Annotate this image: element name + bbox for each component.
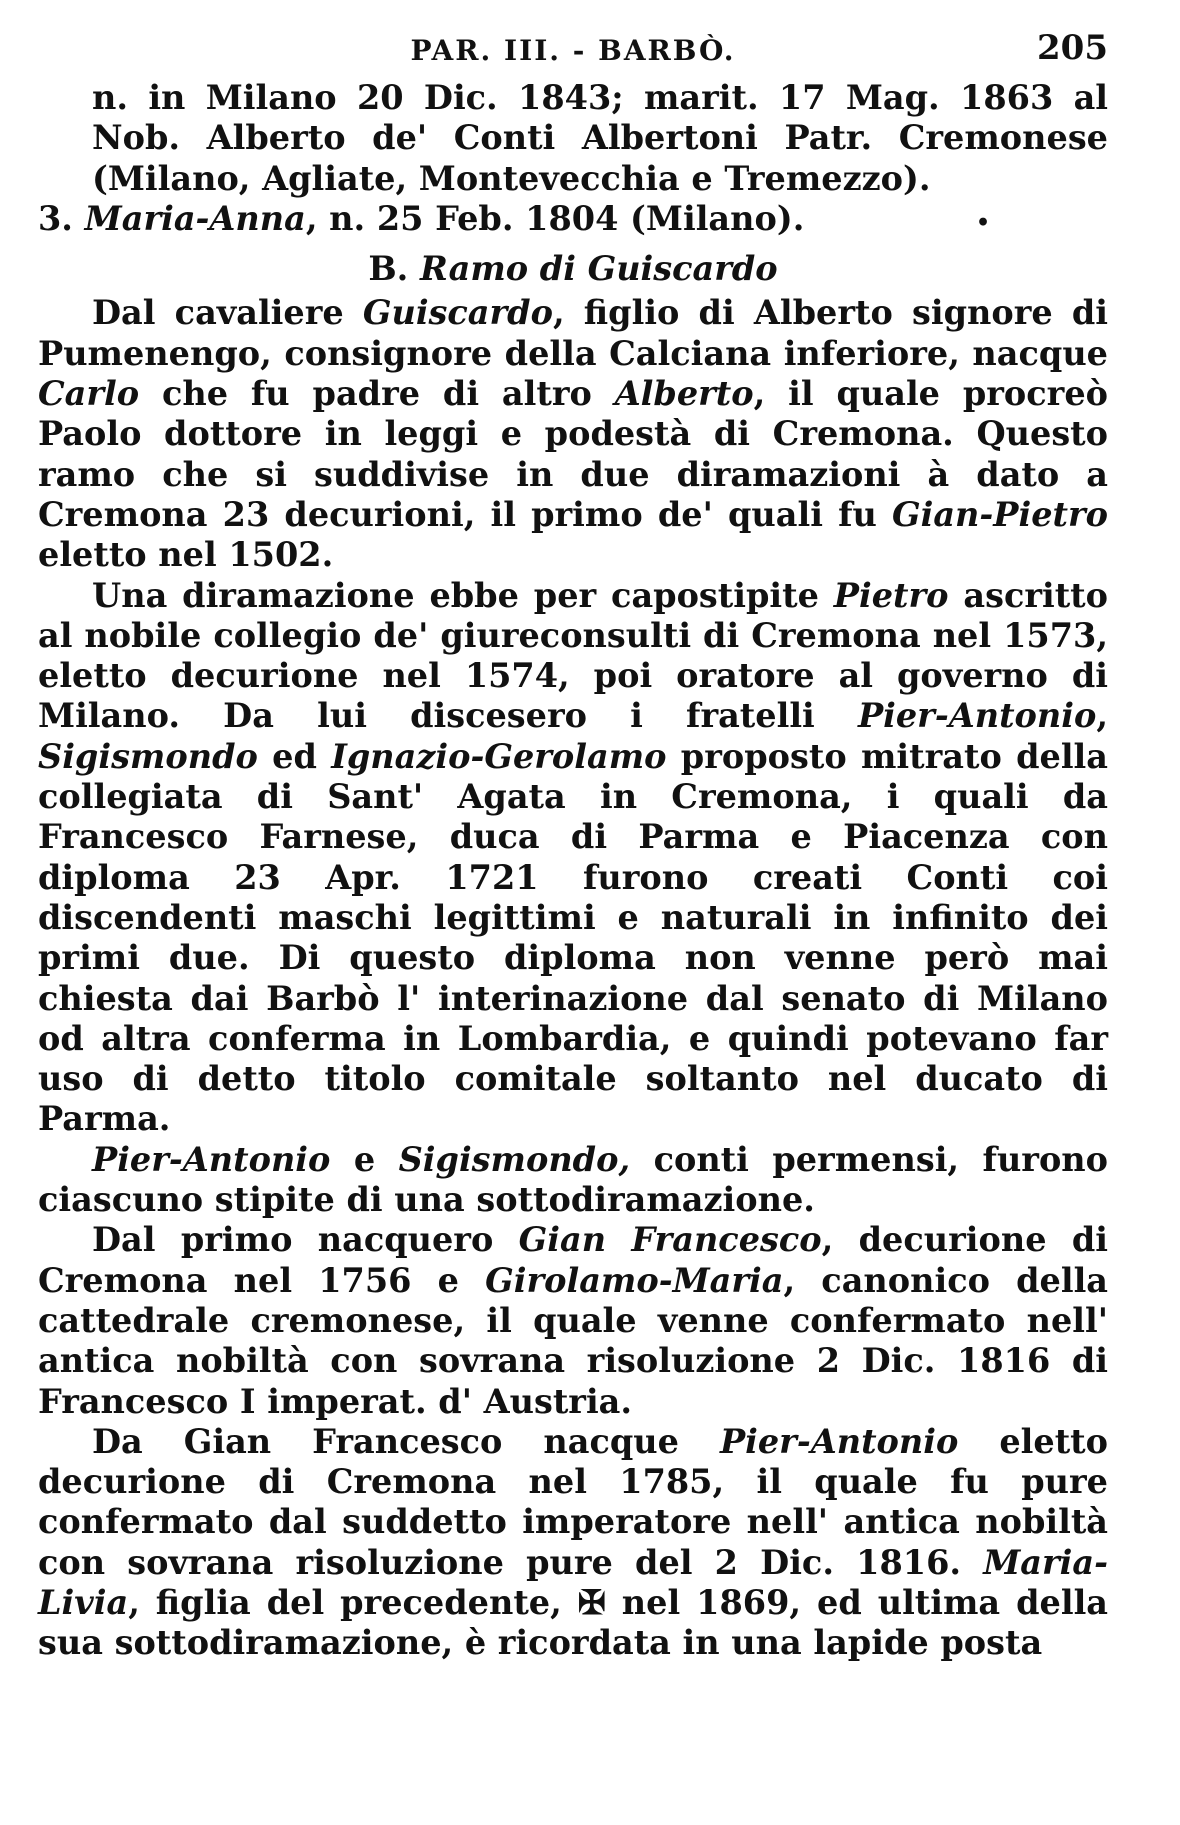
text-run: ,: [1096, 696, 1108, 736]
paragraph-3: [38, 1140, 1108, 1221]
text-run: eletto decurione di Cremona nel 1785, il quale fu pure confermato dal suddetto imperatore nell' antica nobiltà con sovrana risoluzione pure del 2 Dic. 1816.: [38, 1421, 1108, 1582]
running-header: [38, 26, 1108, 78]
person-name: Maria-Anna: [84, 198, 306, 238]
section-heading: [38, 249, 1108, 289]
person-name: Pier-Antonio: [719, 1421, 959, 1461]
paragraph-4: [38, 1220, 1108, 1421]
person-name: Pier-Antonio: [92, 1139, 331, 1179]
paragraph-2: [38, 576, 1108, 1140]
text-run: ed: [257, 736, 332, 776]
person-name: Girolamo-Maria: [485, 1260, 784, 1300]
section-title: Ramo di Guiscardo: [420, 249, 778, 289]
page-number: 205: [1037, 28, 1108, 68]
text-run: eletto nel 1502.: [38, 535, 334, 575]
paragraph-5: [38, 1422, 1108, 1664]
death-cross-icon: ✠: [577, 1582, 606, 1622]
item-detail: , n. 25 Feb. 1804 (Milano).: [305, 198, 805, 238]
continued-entry: n. in Milano 20 Dic. 1843; marit. 17 Mag. 1863 al Nob. Alberto de' Conti Albertoni Patr. Cremonese (Milano, Agliate, Montevecchia e Tremezzo).: [92, 78, 1108, 198]
person-name: Maria-Livia: [38, 1542, 1108, 1622]
item-number: 3.: [38, 198, 73, 238]
text-run: , decurione di Cremona nel 1756 e: [38, 1220, 1108, 1300]
text-run: conti permensi, furono ciascuno stipite di una sottodiramazione.: [38, 1139, 1108, 1220]
text-run: , figlio di Alberto signore di Pumenengo, consignore della Calciana inferiore, nacque: [38, 293, 1108, 373]
text-run: ascritto al nobile collegio de' giureconsulti di Cremona nel 1573, eletto decurione nel 1574, poi oratore al governo di Milano. Da lui discesero i fratelli: [38, 575, 1109, 736]
person-name: Pietro: [833, 575, 949, 615]
text-run: che fu padre di altro: [139, 374, 615, 414]
person-name: Alberto: [614, 374, 754, 414]
document-body: [38, 78, 1108, 1664]
person-name: Gian-Pietro: [892, 494, 1108, 534]
text-run: Da Gian Francesco nacque: [92, 1421, 720, 1461]
text-run: , canonico della cattedrale cremonese, il quale venne confermato nell' antica nobiltà con sovrana risoluzione 2 Dic. 1816 di Francesco I imperat. d' Austria.: [38, 1260, 1109, 1421]
text-run: nel 1869, ed ultima della sua sottodiramazione, è ricordata in una lapide posta: [38, 1582, 1109, 1663]
text-run: Una diramazione ebbe per capostipite: [92, 575, 834, 615]
person-name: Sigismondo: [38, 736, 258, 776]
text-run: , figlia del precedente,: [128, 1582, 578, 1622]
person-name: Carlo: [38, 374, 140, 414]
person-name: Guiscardo: [362, 293, 553, 333]
margin-mark: •: [976, 209, 991, 236]
person-name: Ignazio-Gerolamo: [331, 736, 667, 776]
text-run: e: [330, 1139, 399, 1179]
section-letter: B.: [368, 249, 409, 289]
text-run: proposto mitrato della collegiata di Sant' Agata in Cremona, i quali da Francesco Farnese, duca di Parma e Piacenza con diploma 23 Apr. 1721 furono creati Conti coi discendenti maschi legittimi e naturali in infinito dei primi due. Di questo diploma non venne però mai chiesta dai Barbò l' interinazione dal senato di Milano od altra conferma in Lombardia, e quindi potevano far uso di detto titolo comitale soltanto nel ducato di Parma.: [38, 736, 1108, 1139]
text-run: , il quale procreò Paolo dottore in leggi e podestà di Cremona. Questo ramo che si suddivise in due diramazioni à dato a Cremona 23 decurioni, il primo de' quali fu: [38, 374, 1108, 534]
person-name: Pier-Antonio: [857, 696, 1097, 736]
list-item-3: [38, 199, 1108, 243]
text-run: Dal cavaliere: [92, 293, 363, 333]
paragraph-1: [38, 293, 1108, 575]
text-run: Dal primo nacquero: [92, 1220, 519, 1260]
running-title: PAR. III. - BARBÒ.: [410, 34, 736, 67]
person-name: Gian Francesco: [518, 1220, 822, 1260]
person-name: Sigismondo,: [398, 1139, 631, 1179]
document-page: [38, 26, 1108, 1664]
